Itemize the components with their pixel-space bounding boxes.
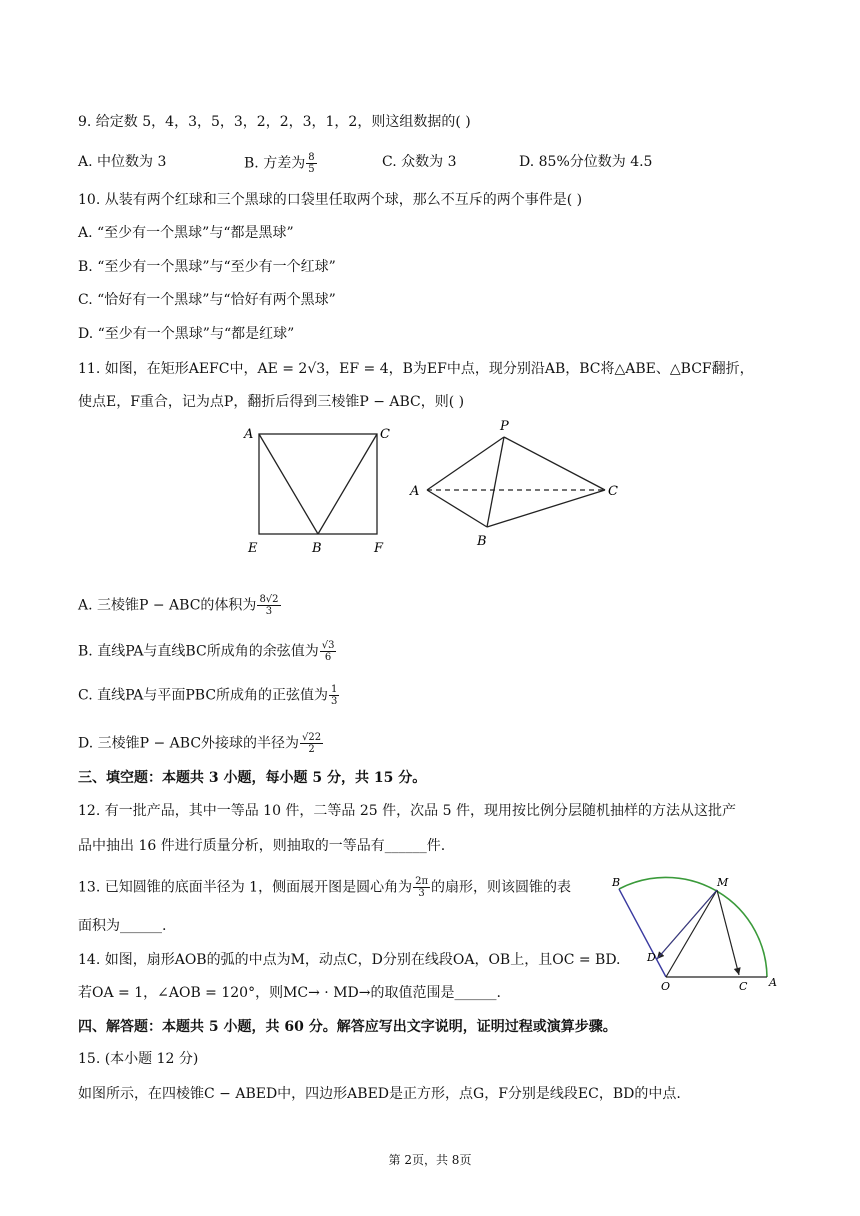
q11-option-a: A. 三棱锥P − ABC的体积为 $\frac{8√2}{3}$ [78, 594, 279, 617]
fig2-label-a: A [410, 484, 420, 499]
q10-stem: 10. 从装有两个红球和三个黑球的口袋里任取两个球，那么不互斥的两个事件是( ) [78, 192, 583, 208]
q14-line1: 14. 如图，扇形AOB的弧的中点为M，动点C，D分别在线段OA，OB上，且OC = BD. [78, 952, 621, 968]
section-3-heading: 三、填空题：本题共 3 小题，每小题 5 分，共 15 分。 [78, 770, 427, 786]
page-footer: 第 2页，共 8页 [388, 1153, 472, 1167]
fig2-label-p: P [500, 419, 509, 434]
q13-line2: 面积为______. [78, 918, 167, 934]
q11-stem-line2: 使点E，F重合，记为点P，翻折后得到三棱锥P − ABC，则( ) [78, 394, 465, 410]
q10-option-b: B. “至少有一个黑球”与“至少有一个红球” [78, 259, 336, 275]
q10-option-d: D. “至少有一个黑球”与“都是红球” [78, 326, 295, 342]
q14-line2: 若OA = 1，∠AOB = 120°，则MC→ · MD→的取值范围是______. [78, 985, 501, 1001]
fig3-label-m: M [717, 876, 729, 889]
fig3-label-d: D [647, 951, 656, 964]
fig3-label-c: C [739, 980, 748, 993]
section-4-heading: 四、解答题：本题共 5 小题，共 60 分。解答应写出文字说明，证明过程或演算步骤。 [78, 1019, 617, 1035]
q10-option-c: C. “恰好有一个黑球”与“恰好有两个黑球” [78, 292, 336, 308]
q14-sector-figure [605, 868, 785, 998]
fig2-label-c: C [608, 484, 618, 499]
q11-option-d: D. 三棱锥P − ABC外接球的半径为 $\frac{√22}{2}$ [78, 732, 322, 755]
q15-heading: 15. (本小题 12 分) [78, 1051, 199, 1067]
q11-rectangle-figure [240, 420, 400, 560]
q12-line2: 品中抽出 16 件进行质量分析，则抽取的一等品有______件. [78, 838, 446, 854]
q9-option-b: B. 方差为 $\frac{8}{5}$ [244, 152, 315, 175]
q9-option-a: A. 中位数为 3 [78, 154, 167, 170]
q12-line1: 12. 有一批产品，其中一等品 10 件，二等品 25 件，次品 5 件，现用按比例分层随机抽样的方法从这批产 [78, 803, 736, 819]
q9-option-d: D. 85%分位数为 4.5 [519, 154, 653, 170]
fig1-label-b: B [312, 541, 322, 556]
fig3-label-o: O [661, 980, 671, 993]
fig1-label-e: E [248, 541, 258, 556]
q11-option-b: B. 直线PA与直线BC所成角的余弦值为 $\frac{√3}{6}$ [78, 640, 335, 663]
fig1-label-c: C [380, 427, 390, 442]
fig2-label-b: B [477, 534, 487, 549]
q10-option-a: A. “至少有一个黑球”与“都是黑球” [78, 225, 294, 241]
q11-option-c: C. 直线PA与平面PBC所成角的正弦值为 $\frac{1}{3}$ [78, 684, 338, 707]
q9-stem: 9. 给定数 5，4，3，5，3，2，2，3，1，2，则这组数据的( ) [78, 114, 471, 130]
fig3-label-b: B [612, 876, 621, 889]
q11-tetrahedron-figure [405, 415, 630, 550]
fig1-label-a: A [244, 427, 254, 442]
q11-stem-line1: 11. 如图，在矩形AEFC中，AE = 2√3，EF = 4，B为EF中点，现分别沿AB，BC将△ABE、△BCF翻折， [78, 361, 754, 377]
q9-option-c: C. 众数为 3 [382, 154, 457, 170]
fig1-label-f: F [374, 541, 384, 556]
fig3-label-a: A [769, 976, 777, 989]
q15-text: 如图所示，在四棱锥C − ABED中，四边形ABED是正方形，点G，F分别是线段EC，BD的中点. [78, 1086, 681, 1102]
q13-line1: 13. 已知圆锥的底面半径为 1，侧面展开图是圆心角为 $\frac{2\pi}{3}$ 的扇形，则该圆锥的表 [78, 876, 572, 899]
